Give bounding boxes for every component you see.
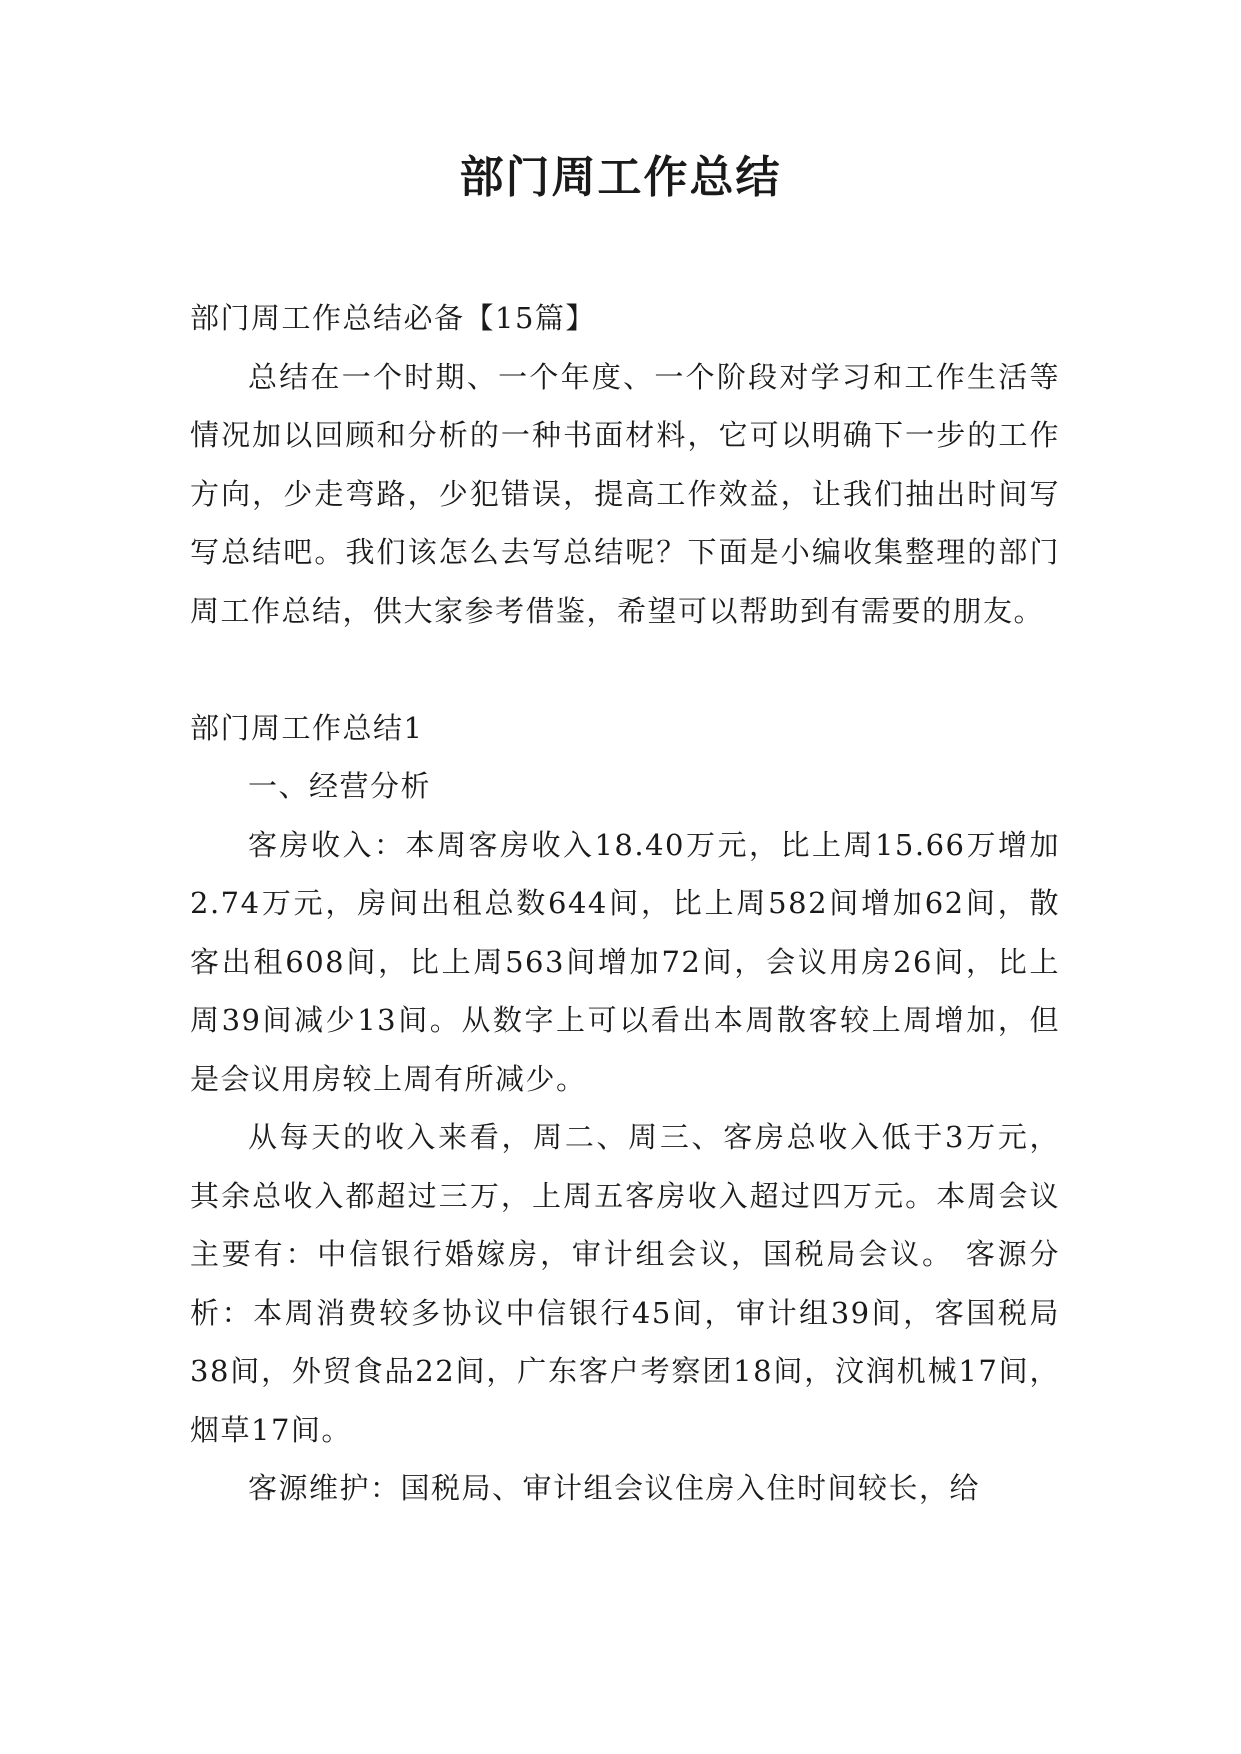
body-paragraph: 客房收入：本周客房收入18.40万元，比上周15.66万增加2.74万元，房间出租总数644间，比上周582间增加62间，散客出租608间，比上周563间增加72间，会议用房26间，比上周39间减少13间。从数字上可以看出本周散客较上周增加，但是会议用房较上周有所减少。 xyxy=(190,827,1060,1096)
document-body xyxy=(190,289,1060,1518)
document-title: 部门周工作总结 xyxy=(459,152,782,203)
body-paragraph: 客源维护：国税局、审计组会议住房入住时间较长，给 xyxy=(248,1471,981,1505)
sub-heading: 一、经营分析 xyxy=(248,769,432,803)
section-heading: 部门周工作总结1 xyxy=(190,710,424,745)
document-subtitle: 部门周工作总结必备【15篇】 xyxy=(190,301,596,335)
section-spacer xyxy=(190,640,1060,699)
intro-paragraph: 总结在一个时期、一个年度、一个阶段对学习和工作生活等情况加以回顾和分析的一种书面材料，它可以明确下一步的工作方向，少走弯路，少犯错误，提高工作效益，让我们抽出时间写写总结吧。我们该怎么去写总结呢？下面是小编收集整理的部门周工作总结，供大家参考借鉴，希望可以帮助到有需要的朋友。 xyxy=(190,359,1060,628)
body-paragraph: 从每天的收入来看，周二、周三、客房总收入低于3万元，其余总收入都超过三万，上周五客房收入超过四万元。本周会议主要有：中信银行婚嫁房，审计组会议，国税局会议。 客源分析：本周消费较多协议中信银行45间，审计组39间，客国税局38间，外贸食品22间，广东客户考察团18间，汶润机械17间，烟草17间。 xyxy=(190,1120,1060,1447)
